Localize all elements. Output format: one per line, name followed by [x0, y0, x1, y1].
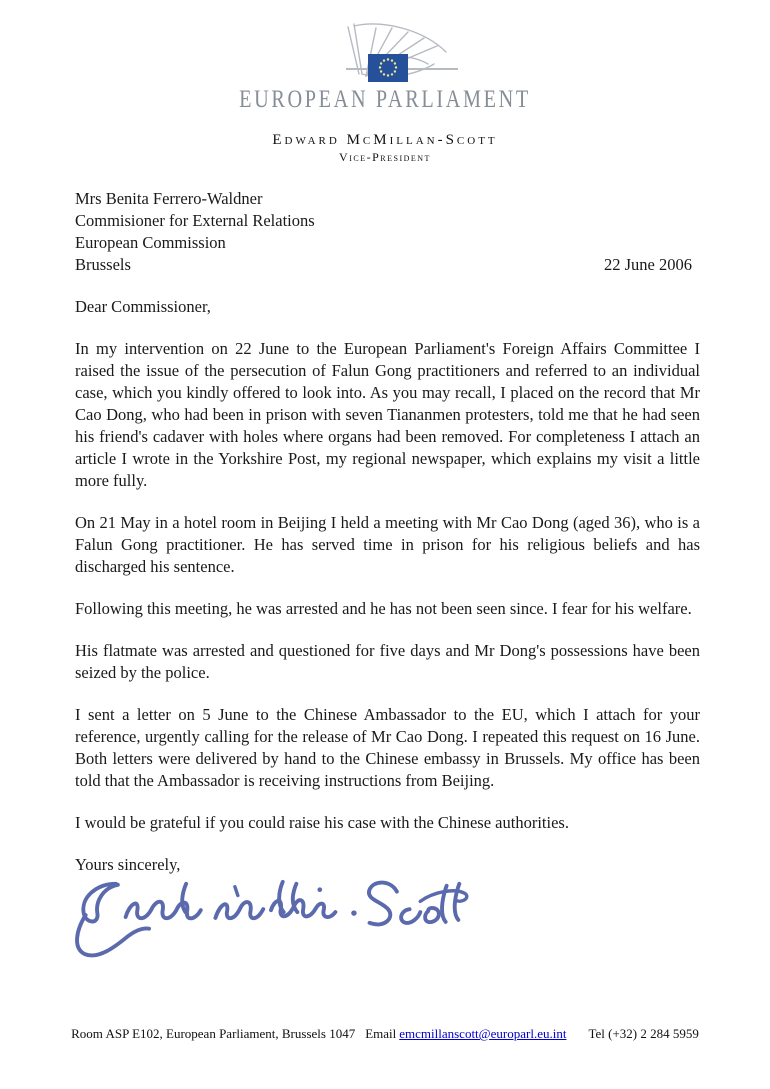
footer-telephone: Tel (+32) 2 284 5959: [588, 1026, 699, 1041]
closing-phrase: Yours sincerely,: [75, 855, 181, 874]
paragraph-2: On 21 May in a hotel room in Beijing I held a meeting with Mr Cao Dong (aged 36), who is a Falun Gong practitioner. He has served time in prison for his religious beliefs and has discharged his sentence.: [75, 513, 700, 576]
paragraph-6: I would be grateful if you could raise his case with the Chinese authorities.: [75, 813, 569, 832]
letter-date: 22 June 2006: [604, 255, 692, 274]
salutation: Dear Commissioner,: [75, 297, 211, 316]
footer-email-label: Email: [365, 1026, 397, 1041]
eu-flag-icon: [368, 54, 408, 82]
recipient-organization: European Commission: [75, 233, 226, 252]
paragraph-5: I sent a letter on 5 June to the Chinese Ambassador to the EU, which I attach for your reference, urgently calling for the release of Mr Cao Dong. I repeated this request on 16 June. Both letters were delivered by hand to the Chinese embassy in Brussels. My office has been told that the Ambassador is receiving instructions from Beijing.: [75, 705, 700, 790]
footer-email-link[interactable]: emcmillanscott@europarl.eu.int: [399, 1026, 567, 1041]
handwritten-signature: [71, 872, 471, 960]
paragraph-1: In my intervention on 22 June to the European Parliament's Foreign Affairs Committee I raised the issue of the persecution of Falun Gong practitioners and referred to an individual case, which you kindly offered to look into. As you may recall, I placed on the record that Mr Cao Dong, who had been in prison with seven Tiananmen protesters, told me that he had seen his friend's cadaver with holes where organs had been removed. For completeness I attach an article I wrote in the Yorkshire Post, my regional newspaper, which explains my visit a little more fully.: [75, 339, 700, 490]
organization-name: EUROPEAN PARLIAMENT: [239, 84, 531, 113]
member-title: Vice-President: [339, 150, 431, 164]
footer-contact-line: [0, 1026, 770, 1042]
letter-body: [75, 188, 700, 966]
recipient-role: Commisioner for External Relations: [75, 211, 315, 230]
paragraph-4: His flatmate was arrested and questioned for five days and Mr Dong's possessions have been seized by the police.: [75, 641, 700, 682]
footer-address: Room ASP E102, European Parliament, Brussels 1047: [71, 1026, 356, 1041]
paragraph-3: Following this meeting, he was arrested and he has not been seen since. I fear for his welfare.: [75, 599, 692, 618]
member-name: Edward McMillan-Scott: [272, 132, 498, 148]
recipient-city: Brussels: [75, 255, 131, 274]
recipient-block: [75, 188, 700, 276]
recipient-name: Mrs Benita Ferrero-Waldner: [75, 189, 263, 208]
